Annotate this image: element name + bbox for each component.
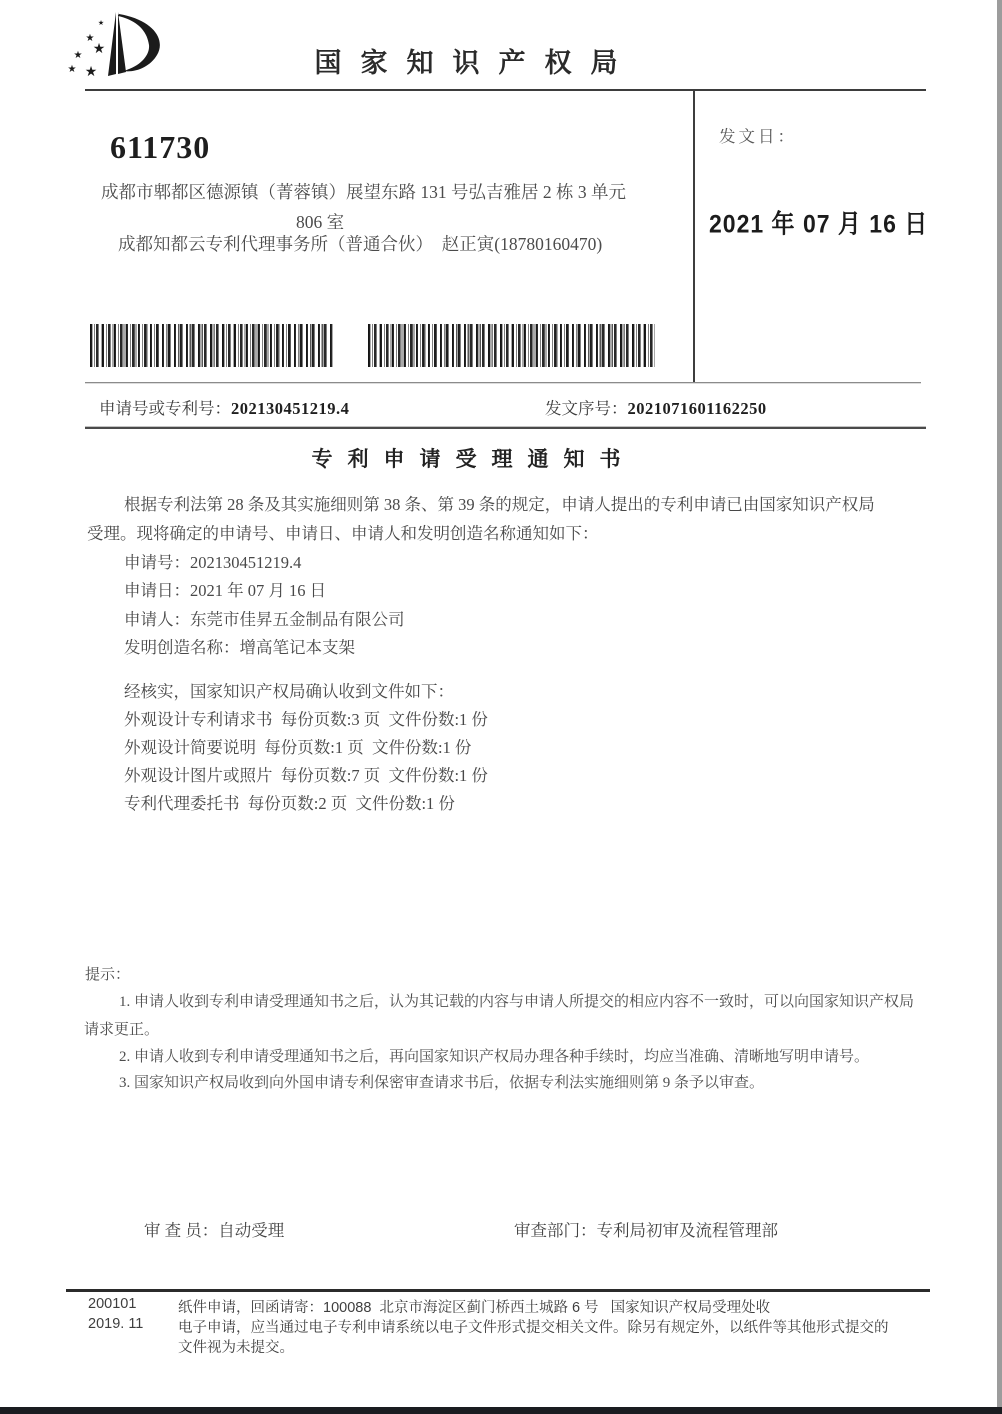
department-row xyxy=(514,1217,778,1241)
serial-number-label: 发文序号： xyxy=(545,399,628,418)
svg-text:★: ★ xyxy=(84,65,98,80)
notice-title: 专利申请受理通知书 xyxy=(311,447,636,471)
tips-label: 提示： xyxy=(85,967,131,983)
detail-filing-date: 申请日：2021 年 07 月 16 日 xyxy=(124,581,327,600)
mail-block-rule xyxy=(85,382,921,383)
received-item: 专利代理委托书 每份页数:2 页 文件份数:1 份 xyxy=(124,794,455,813)
received-item: 外观设计专利请求书 每份页数:3 页 文件份数:1 份 xyxy=(124,710,488,729)
detail-application-number: 申请号：202130451219.4 xyxy=(124,553,302,572)
serial-number-value: 2021071601162250 xyxy=(627,399,767,418)
detail-applicant: 申请人：东莞市佳昇五金制品有限公司 xyxy=(124,610,405,629)
intro-line-1: 根据专利法第 28 条及其实施细则第 38 条、第 39 条的规定，申请人提出的专利申请已由国家知识产权局 xyxy=(124,495,875,514)
issue-date-value: 2021 年 07 月 16 日 xyxy=(709,209,929,239)
svg-text:★: ★ xyxy=(92,42,106,57)
tip-line: 请求更正。 xyxy=(84,1022,160,1038)
svg-text:★: ★ xyxy=(73,50,83,61)
received-documents-header: 经核实，国家知识产权局确认收到文件如下： xyxy=(124,682,454,701)
form-revision: 2019. 11 xyxy=(88,1316,144,1332)
scan-edge-right xyxy=(997,0,1002,1414)
intro-line-2: 受理。现将确定的申请号、申请日、申请人和发明创造名称通知如下： xyxy=(87,524,599,543)
footer-electronic-line: 电子申请，应当通过电子专利申请系统以电子文件形式提交相关文件。除另有规定外，以纸件等其他形式提交的 xyxy=(178,1320,889,1336)
reference-rule xyxy=(85,427,926,429)
svg-text:★: ★ xyxy=(85,33,95,44)
examiner-label: 审 查 员： xyxy=(144,1221,219,1240)
date-box-divider xyxy=(693,89,695,383)
issue-date-label: 发文日： xyxy=(719,127,797,146)
address-line-1: 成都市郫都区德源镇（菁蓉镇）展望东路 131 号弘吉雅居 2 栋 3 单元 xyxy=(101,182,626,202)
department-label: 审查部门： xyxy=(514,1221,597,1240)
svg-text:★: ★ xyxy=(67,64,77,75)
postal-code: 611730 xyxy=(110,129,211,165)
application-number-value: 202130451219.4 xyxy=(231,399,350,418)
scan-edge-bottom xyxy=(0,1407,1002,1414)
examiner-row xyxy=(144,1217,284,1241)
barcode-left xyxy=(90,324,333,367)
tip-line: 3. 国家知识产权局收到向外国申请专利保密审查请求书后，依据专利法实施细则第 9 条予以审查。 xyxy=(119,1075,765,1091)
received-item: 外观设计简要说明 每份页数:1 页 文件份数:1 份 xyxy=(124,738,472,757)
address-line-2: 806 室 xyxy=(295,212,345,232)
application-number-label: 申请号或专利号： xyxy=(99,399,231,418)
department-value: 专利局初审及流程管理部 xyxy=(596,1221,778,1240)
footer-electronic-line: 文件视为未提交。 xyxy=(178,1340,294,1356)
tip-line: 1. 申请人收到专利申请受理通知书之后，认为其记载的内容与申请人所提交的相应内容不一致时，可以向国家知识产权局 xyxy=(119,994,915,1010)
form-code: 200101 xyxy=(88,1296,137,1312)
received-item: 外观设计图片或照片 每份页数:7 页 文件份数:1 份 xyxy=(124,766,488,785)
tip-line: 2. 申请人收到专利申请受理通知书之后，再向国家知识产权局办理各种手续时，均应当准确、清晰地写明申请号。 xyxy=(119,1049,870,1065)
agent-line: 成都知都云专利代理事务所（普通合伙） 赵正寅(18780160470) xyxy=(118,234,603,254)
svg-text:★: ★ xyxy=(97,19,105,27)
examiner-value: 自动受理 xyxy=(218,1221,285,1240)
footer-divider xyxy=(66,1289,930,1292)
barcode-right xyxy=(368,324,655,367)
detail-invention-title: 发明创造名称：增高笔记本支架 xyxy=(124,638,355,657)
header-rule xyxy=(85,89,926,91)
serial-number-row xyxy=(545,395,767,419)
application-number-row xyxy=(99,395,349,419)
agency-title: 国家知识产权局 xyxy=(314,48,637,78)
footer-paper-line: 纸件申请，回函请寄：100088 北京市海淀区蓟门桥西土城路 6 号 国家知识产权局受理处收 xyxy=(178,1300,771,1316)
